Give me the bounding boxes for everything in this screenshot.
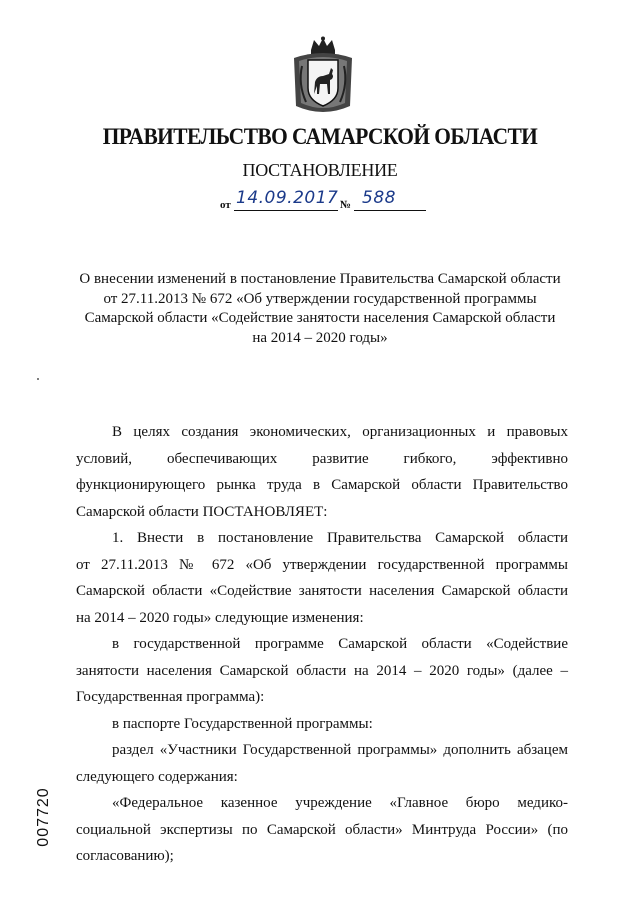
subject-line: на 2014 – 2020 годы» [252,329,388,346]
body-line: занятости населения Самарской области на 2014 – 2020 годы» (далее – [76,662,568,679]
document-date-number [220,188,440,214]
body-line: условий, обеспечивающих развитие гибкого, эффективно [76,450,568,467]
number-value: 588 [362,188,396,208]
body-line: социальной экспертизы по Самарской области» Минтруда России» (по [76,821,568,838]
body-line: раздел «Участники Государственной программы» дополнить абзацем [112,742,568,758]
date-label: от [220,199,231,211]
document-body [76,419,568,870]
document-type: ПОСТАНОВЛЕНИЕ [242,160,398,180]
body-line: согласованию); [76,848,174,864]
body-line: 1. Внести в постановление Правительства Самарской области [112,530,568,546]
samara-coat-of-arms-icon [290,36,356,116]
margin-stamp-number: 007720 [35,787,52,847]
body-line: Государственная программа): [76,689,265,705]
government-title: ПРАВИТЕЛЬСТВО САМАРСКОЙ ОБЛАСТИ [102,124,538,149]
body-line: Самарской области ПОСТАНОВЛЯЕТ: [76,503,328,520]
body-line: В целях создания экономических, организационных и правовых [112,424,568,440]
date-underline [234,210,338,211]
subject-line: Самарской области «Содействие занятости населения Самарской области [84,310,556,326]
document-subject [60,270,580,348]
body-line: «Федеральное казенное учреждение «Главное бюро медико- [112,795,568,811]
body-line: Самарской области «Содействие занятости населения Самарской области [76,583,568,599]
body-line: в паспорте Государственной программы: [112,715,373,732]
subject-line: О внесении изменений в постановление Правительства Самарской области [79,271,561,287]
date-value: 14.09.2017 [236,188,339,208]
body-line: от 27.11.2013 № 672 «Об утверждении государственной программы [76,556,568,573]
number-underline [354,210,426,211]
number-label: № [340,199,352,211]
scan-speck [37,378,39,380]
body-line: на 2014 – 2020 годы» следующие изменения: [76,609,364,626]
body-line: следующего содержания: [76,768,238,785]
margin-stamp [32,782,56,852]
body-line: в государственной программе Самарской области «Содействие [112,636,568,652]
subject-line: от 27.11.2013 № 672 «Об утверждении государственной программы [103,290,537,307]
body-line: функционирующего рынка труда в Самарской области Правительство [76,477,568,493]
